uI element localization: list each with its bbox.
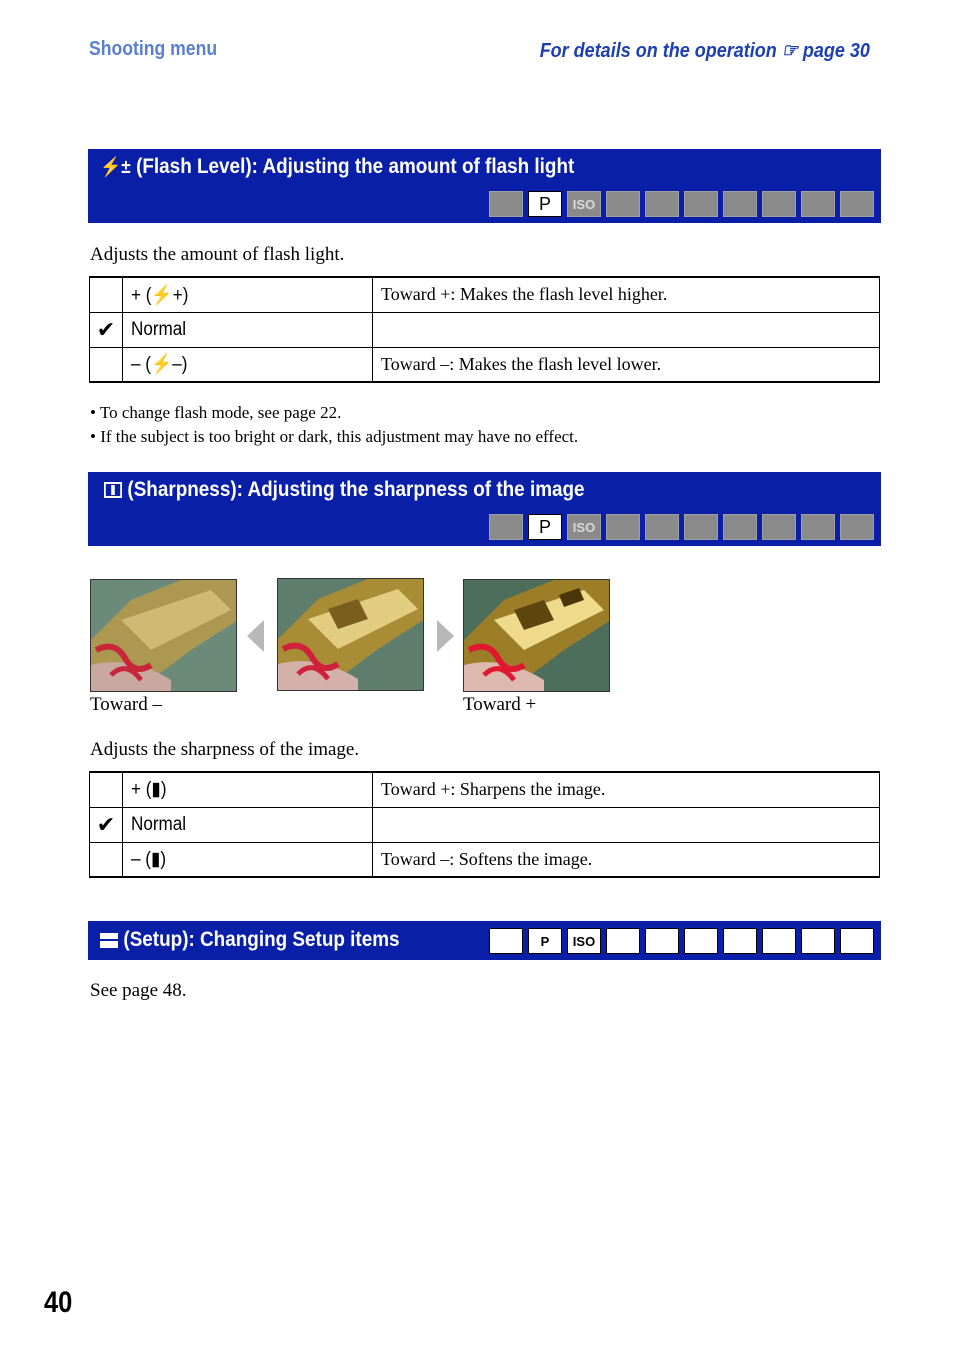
caption-toward-plus: Toward + bbox=[463, 694, 537, 715]
table-row bbox=[90, 312, 880, 347]
high-sensitivity-iso-icon: ISO bbox=[567, 514, 601, 540]
snow-icon bbox=[801, 928, 835, 954]
movie-film-icon bbox=[840, 514, 874, 540]
sample-photo-soft bbox=[90, 579, 237, 692]
option-label: Normal bbox=[131, 318, 187, 340]
movie-film-icon bbox=[840, 928, 874, 954]
page-number: 40 bbox=[44, 1286, 73, 1319]
checkmark-icon: ✔ bbox=[96, 316, 116, 342]
checkmark-icon: ✔ bbox=[96, 811, 116, 837]
program-p-icon: P bbox=[528, 514, 562, 540]
option-label: – (⚡–) bbox=[131, 354, 188, 376]
movie-film-icon bbox=[840, 191, 874, 217]
landscape-icon bbox=[645, 928, 679, 954]
sharpness-icon bbox=[104, 482, 122, 498]
section-title: Shooting menu bbox=[89, 38, 218, 60]
camera-auto-icon bbox=[489, 191, 523, 217]
camera-auto-icon bbox=[489, 514, 523, 540]
twilight-moon-icon bbox=[723, 191, 757, 217]
high-sensitivity-iso-icon: ISO bbox=[567, 191, 601, 217]
twilight-portrait-icon bbox=[684, 191, 718, 217]
table-row bbox=[90, 807, 880, 842]
twilight-portrait-icon bbox=[684, 928, 718, 954]
snow-icon bbox=[801, 191, 835, 217]
table-row bbox=[90, 772, 880, 807]
details-reference: For details on the operation ☞ page 30 bbox=[539, 40, 870, 62]
soft-snap-icon bbox=[606, 928, 640, 954]
high-sensitivity-iso-icon: ISO bbox=[567, 928, 601, 954]
sample-photo-sharp bbox=[463, 579, 610, 692]
arrow-left-icon bbox=[247, 620, 264, 652]
option-label: + (▮) bbox=[131, 779, 167, 801]
soft-snap-icon bbox=[606, 514, 640, 540]
camera-auto-icon bbox=[489, 928, 523, 954]
flash-level-title: (Flash Level): Adjusting the amount of flash light bbox=[136, 155, 575, 178]
option-label: + (⚡+) bbox=[131, 284, 189, 306]
program-p-icon: P bbox=[528, 928, 562, 954]
twilight-portrait-icon bbox=[684, 514, 718, 540]
landscape-icon bbox=[645, 191, 679, 217]
caption-toward-minus: Toward – bbox=[90, 694, 163, 715]
mode-icons-row bbox=[489, 928, 874, 954]
setup-banner bbox=[88, 921, 881, 960]
sharpness-title: (Sharpness): Adjusting the sharpness of the image bbox=[127, 478, 585, 501]
mode-icons-row bbox=[489, 514, 874, 540]
sharpness-options-table bbox=[89, 771, 880, 878]
toolbox-icon bbox=[100, 933, 118, 948]
sharpness-description: Adjusts the sharpness of the image. bbox=[90, 739, 360, 760]
twilight-moon-icon bbox=[723, 514, 757, 540]
flash-level-banner bbox=[88, 149, 881, 223]
option-desc: Toward +: Sharpens the image. bbox=[373, 772, 880, 807]
flash-note-1: • To change flash mode, see page 22. bbox=[90, 403, 342, 422]
twilight-moon-icon bbox=[723, 928, 757, 954]
beach-icon bbox=[762, 928, 796, 954]
setup-description: See page 48. bbox=[90, 980, 187, 1001]
option-label: Normal bbox=[131, 813, 187, 835]
arrow-right-icon bbox=[437, 620, 454, 652]
landscape-icon bbox=[645, 514, 679, 540]
program-p-icon: P bbox=[528, 191, 562, 217]
option-desc: Toward –: Makes the flash level lower. bbox=[373, 347, 880, 382]
table-row bbox=[90, 277, 880, 312]
mode-icons-row bbox=[489, 191, 874, 217]
sharpness-banner bbox=[88, 472, 881, 546]
beach-icon bbox=[762, 191, 796, 217]
option-label: – (▮) bbox=[131, 848, 167, 870]
sample-photo-normal bbox=[277, 578, 424, 691]
beach-icon bbox=[762, 514, 796, 540]
flash-note-2: • If the subject is too bright or dark, this adjustment may have no effect. bbox=[90, 427, 579, 446]
option-desc: Toward +: Makes the flash level higher. bbox=[373, 277, 880, 312]
flash-options-table bbox=[89, 276, 880, 383]
flash-plus-minus-icon: ⚡± bbox=[100, 157, 131, 178]
table-row bbox=[90, 347, 880, 382]
option-desc: Toward –: Softens the image. bbox=[373, 842, 880, 877]
snow-icon bbox=[801, 514, 835, 540]
table-row bbox=[90, 842, 880, 877]
flash-description: Adjusts the amount of flash light. bbox=[90, 244, 345, 265]
option-desc bbox=[373, 807, 880, 842]
option-desc bbox=[373, 312, 880, 347]
setup-title: (Setup): Changing Setup items bbox=[123, 928, 400, 951]
soft-snap-icon bbox=[606, 191, 640, 217]
